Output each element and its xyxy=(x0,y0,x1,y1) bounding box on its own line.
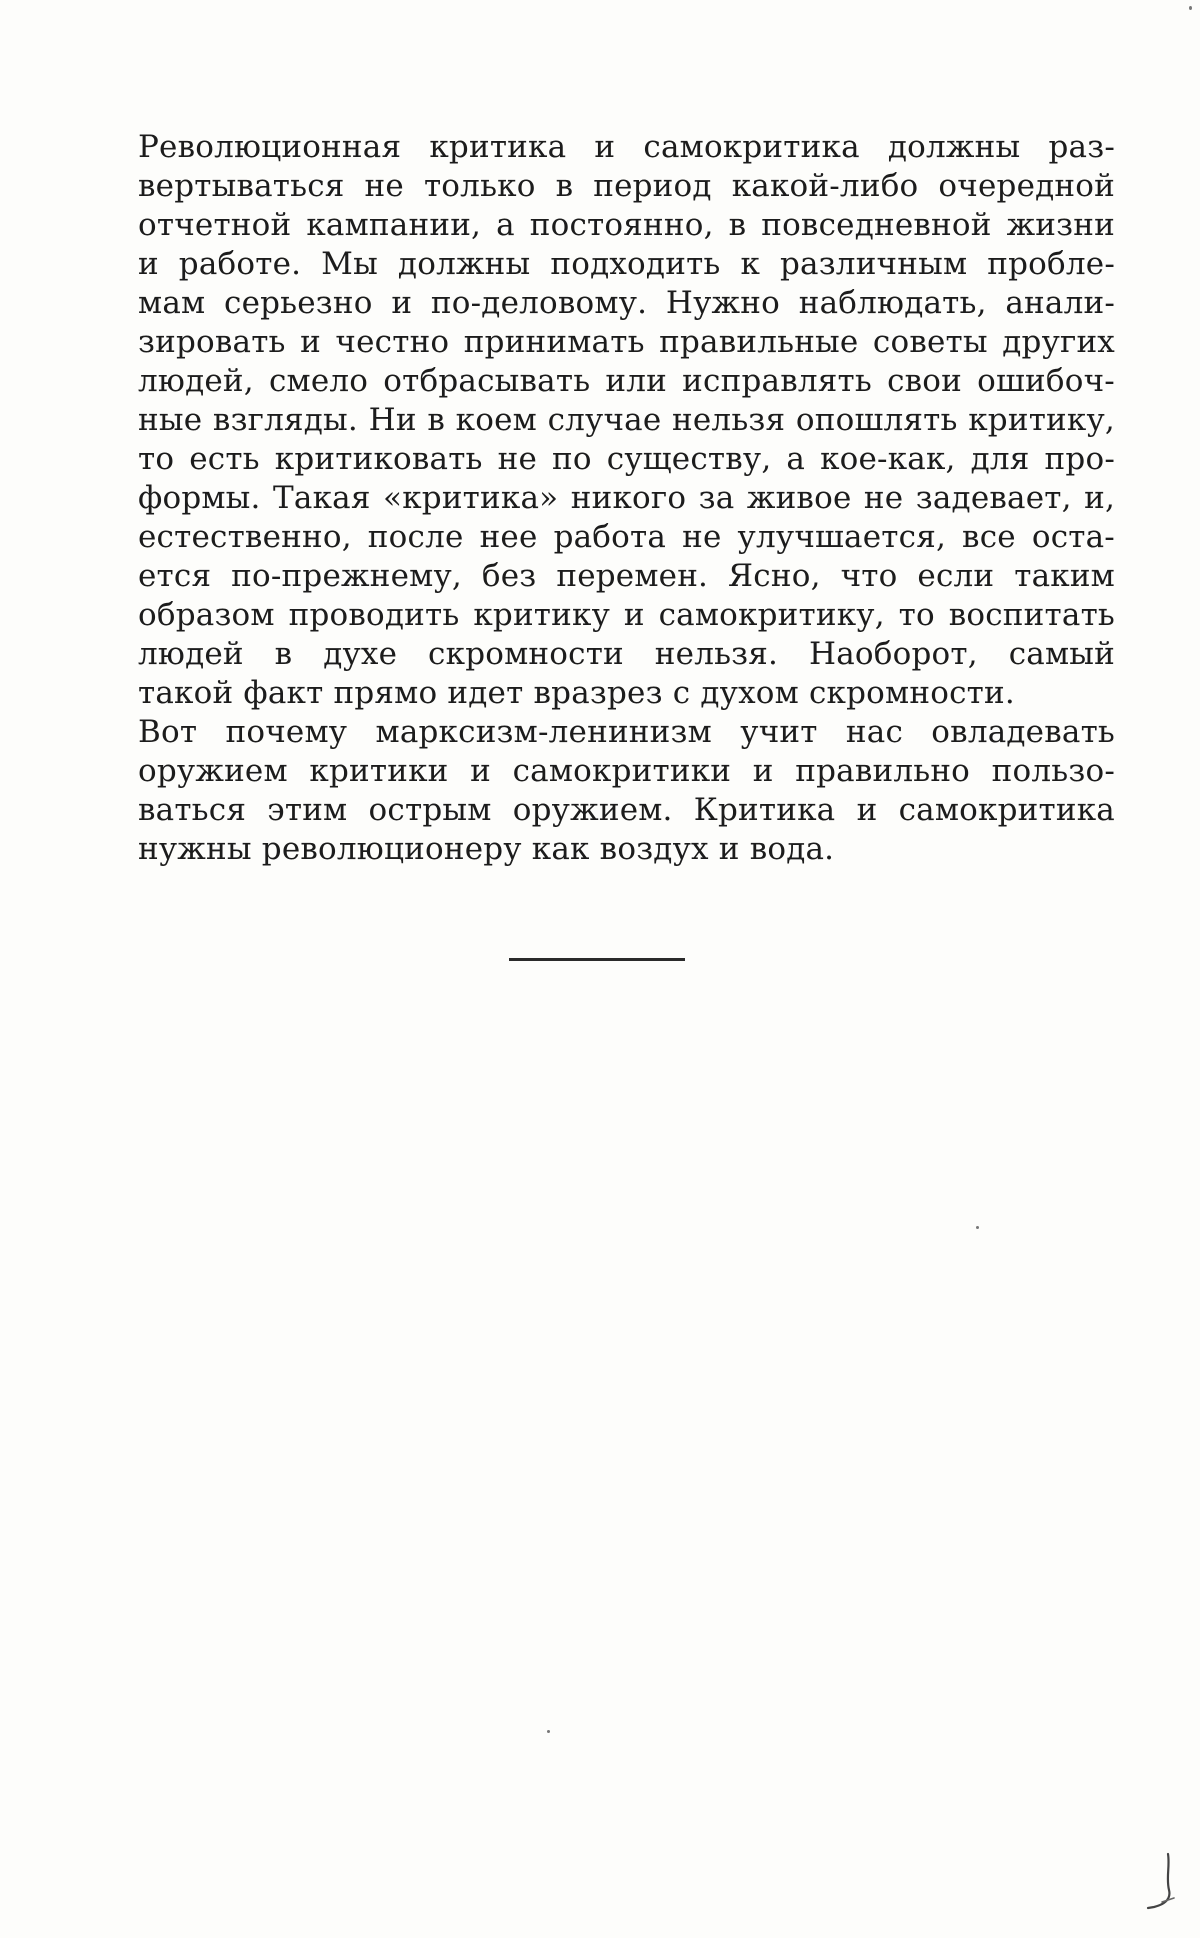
text-line: то есть критиковать не по существу, а кое-как, для про- xyxy=(138,441,1115,477)
text-line: ется по-прежнему, без перемен. Ясно, что если таким xyxy=(138,558,1115,594)
text-line: отчетной кампании, а постоянно, в повседневной жизни xyxy=(138,207,1115,243)
text-line: естественно, после нее работа не улучшается, все оста- xyxy=(138,519,1115,555)
text-line: ные взгляды. Ни в коем случае нельзя опошлять критику, xyxy=(138,402,1115,438)
scan-speck xyxy=(976,1226,979,1229)
text-line: людей в духе скромности нельзя. Наоборот, самый xyxy=(138,636,1115,672)
scan-mark-icon xyxy=(1144,1852,1178,1912)
text-line: вертываться не только в период какой-либо очередной xyxy=(138,168,1115,204)
text-line: мам серьезно и по-деловому. Нужно наблюдать, анали- xyxy=(138,285,1115,321)
text-line: и работе. Мы должны подходить к различным пробле- xyxy=(138,246,1115,282)
text-line: такой факт прямо идет вразрез с духом скромности. xyxy=(138,675,1015,711)
text-line: образом проводить критику и самокритику, то воспитать xyxy=(138,597,1115,633)
text-line: Вот почему марксизм-ленинизм учит нас овладевать xyxy=(138,714,1115,750)
scan-speck xyxy=(547,1730,550,1733)
paragraph-2 xyxy=(80,713,1115,869)
text-line: Революционная критика и самокритика должны раз- xyxy=(138,129,1115,165)
text-line: ваться этим острым оружием. Критика и самокритика xyxy=(138,792,1115,828)
section-end-rule xyxy=(509,958,685,961)
text-line: нужны революционеру как воздух и вода. xyxy=(138,831,835,867)
scan-speck xyxy=(1189,6,1192,10)
body-text xyxy=(80,128,1115,869)
paragraph-1 xyxy=(80,128,1115,713)
text-line: людей, смело отбрасывать или исправлять свои ошибоч- xyxy=(138,363,1115,399)
text-line: оружием критики и самокритики и правильно пользо- xyxy=(138,753,1115,789)
text-line: зировать и честно принимать правильные советы других xyxy=(138,324,1115,360)
text-line: формы. Такая «критика» никого за живое не задевает, и, xyxy=(138,480,1115,516)
